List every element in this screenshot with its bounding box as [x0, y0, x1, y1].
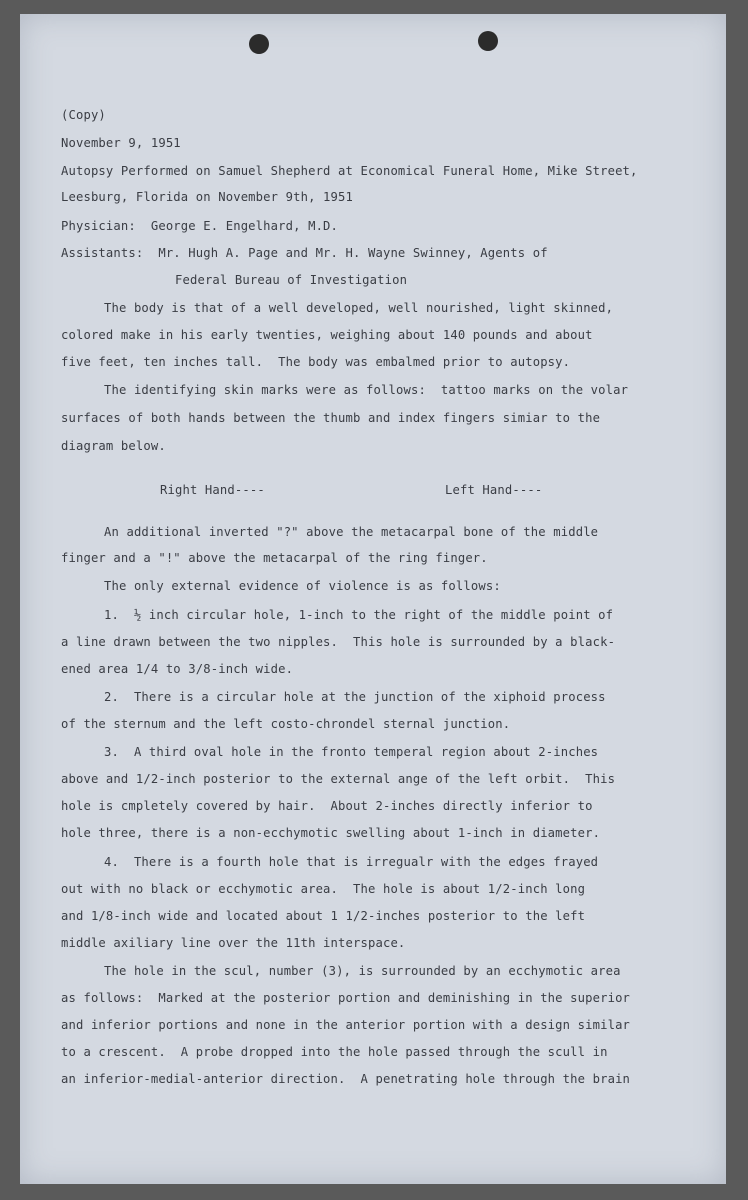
paragraph-line: diagram below. — [61, 439, 166, 453]
right-hand-label: Right Hand---- — [160, 483, 265, 497]
item-line: out with no black or ecchymotic area. The hole is about 1/2-inch long — [61, 882, 586, 896]
item-line: 2. There is a circular hole at the junction of the xiphoid process — [104, 690, 606, 704]
document-page — [20, 14, 726, 1184]
heading-line: Autopsy Performed on Samuel Shepherd at Economical Funeral Home, Mike Street, — [61, 164, 638, 178]
assistants-line: Assistants: Mr. Hugh A. Page and Mr. H. Wayne Swinney, Agents of — [61, 246, 548, 260]
paragraph-line: An additional inverted "?" above the metacarpal bone of the middle — [104, 525, 599, 539]
item-line: ened area 1/4 to 3/8-inch wide. — [61, 662, 294, 676]
typed-text-body — [20, 14, 726, 1184]
item-line: middle axiliary line over the 11th interspace. — [61, 936, 406, 950]
item-line: hole is cmpletely covered by hair. About 2-inches directly inferior to — [61, 799, 593, 813]
paragraph-line: and inferior portions and none in the anterior portion with a design similar — [61, 1018, 631, 1032]
left-hand-label: Left Hand---- — [445, 483, 543, 497]
paragraph-line: surfaces of both hands between the thumb and index fingers simiar to the — [61, 411, 601, 425]
paragraph-line: an inferior-medial-anterior direction. A penetrating hole through the brain — [61, 1072, 631, 1086]
copy-mark: (Copy) — [61, 108, 106, 122]
paragraph-line: five feet, ten inches tall. The body was embalmed prior to autopsy. — [61, 355, 571, 369]
paragraph-line: The identifying skin marks were as follows: tattoo marks on the volar — [104, 383, 629, 397]
paragraph-line: to a crescent. A probe dropped into the hole passed through the scull in — [61, 1045, 608, 1059]
item-line: a line drawn between the two nipples. This hole is surrounded by a black- — [61, 635, 616, 649]
paragraph-line: The body is that of a well developed, well nourished, light skinned, — [104, 301, 614, 315]
paragraph-line: The hole in the scul, number (3), is surrounded by an ecchymotic area — [104, 964, 621, 978]
item-line: 4. There is a fourth hole that is irregualr with the edges frayed — [104, 855, 599, 869]
item-line: 1. ½ inch circular hole, 1-inch to the right of the middle point of — [104, 608, 614, 622]
item-line: and 1/8-inch wide and located about 1 1/2-inches posterior to the left — [61, 909, 586, 923]
physician-line: Physician: George E. Engelhard, M.D. — [61, 219, 339, 233]
item-line: 3. A third oval hole in the fronto temperal region about 2-inches — [104, 745, 599, 759]
item-line: hole three, there is a non-ecchymotic swelling about 1-inch in diameter. — [61, 826, 601, 840]
assistants-line: Federal Bureau of Investigation — [175, 273, 408, 287]
document-date: November 9, 1951 — [61, 136, 181, 150]
paragraph-line: as follows: Marked at the posterior portion and deminishing in the superior — [61, 991, 631, 1005]
paragraph-line: colored make in his early twenties, weighing about 140 pounds and about — [61, 328, 593, 342]
paragraph-line: finger and a "!" above the metacarpal of the ring finger. — [61, 551, 488, 565]
item-line: above and 1/2-inch posterior to the external ange of the left orbit. This — [61, 772, 616, 786]
paragraph-line: The only external evidence of violence is as follows: — [104, 579, 501, 593]
item-line: of the sternum and the left costo-chrondel sternal junction. — [61, 717, 511, 731]
heading-line: Leesburg, Florida on November 9th, 1951 — [61, 190, 354, 204]
